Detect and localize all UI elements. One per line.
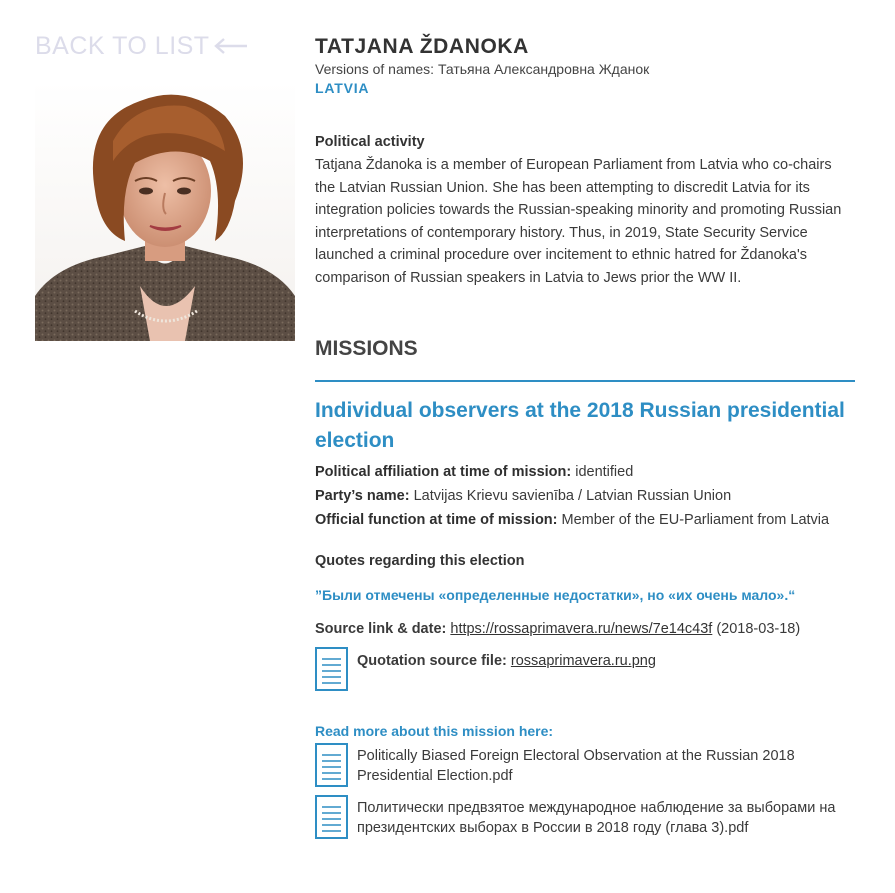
person-name: TATJANA ŽDANOKA [315,35,529,58]
source-date: (2018-03-18) [716,621,801,637]
document-row [315,743,855,787]
political-activity-heading: Political activity [315,134,425,150]
back-to-list-label: BACK TO LIST [35,32,210,60]
versions-label: Versions of names: [315,61,435,77]
official-function-label: Official function at time of mission: [315,512,558,528]
source-label: Source link & date: [315,621,447,637]
political-affiliation-row [315,460,855,484]
missions-heading: MISSIONS [315,337,418,360]
read-more-heading: Read more about this mission here: [315,723,554,739]
profile-content [315,34,855,839]
official-function-row [315,508,855,532]
source-row [315,619,855,639]
document-link-english[interactable]: Politically Biased Foreign Electoral Observation at the Russian 2018 Presidential Election.pdf [357,748,795,784]
political-affiliation-value: identified [575,464,634,480]
versions-value: Татьяна Александровна Жданок [437,61,650,77]
political-affiliation-label: Political affiliation at time of mission: [315,464,572,480]
quotes-heading: Quotes regarding this election [315,553,525,569]
mission-title: Individual observers at the 2018 Russian presidential election [315,399,845,452]
document-icon [315,743,348,787]
source-link[interactable]: https://rossaprimavera.ru/news/7e14c43f [450,621,713,637]
political-activity-text: Tatjana Ždanoka is a member of European Parliament from Latvia who co-chairs the Latvian Russian Union. She has been attempting to discredit Latvia for its integration policies towards the Russian-speaking minority and promoting Russian interpretations of contemporary history. Thus, in 2019, State Security Service launched a criminal procedure over incitement to ethnic hatred for Ždanoka's comparison of Russian speakers in Latvia to Jews prior the WW II. [315,157,842,286]
quote-text: ”Были отмечены «определенные недостатки», но «их очень мало».“ [315,587,796,603]
country-link[interactable]: LATVIA [315,80,370,96]
party-name-value: Latvijas Krievu savienība / Latvian Russian Union [413,488,732,504]
quotation-source-file-link[interactable]: rossaprimavera.ru.png [510,653,656,669]
quotation-source-file-label: Quotation source file: [357,653,507,669]
document-link-russian[interactable]: Политически предвзятое международное наблюдение за выборами на президентских выборах в России в 2018 году (глава 3).pdf [357,800,836,836]
party-name-row [315,484,855,508]
document-row [315,795,855,839]
party-name-label: Party’s name: [315,488,410,504]
official-function-value: Member of the EU-Parliament from Latvia [561,512,830,528]
quotation-source-file [357,647,656,671]
name-versions [315,60,855,78]
section-divider [315,380,855,382]
back-to-list-link[interactable] [35,32,248,61]
document-icon [315,647,348,691]
portrait-photo [35,81,295,341]
mission-item [315,396,855,839]
document-icon [315,795,348,839]
quotation-source-file-row [315,647,855,691]
arrow-left-icon [214,32,248,61]
